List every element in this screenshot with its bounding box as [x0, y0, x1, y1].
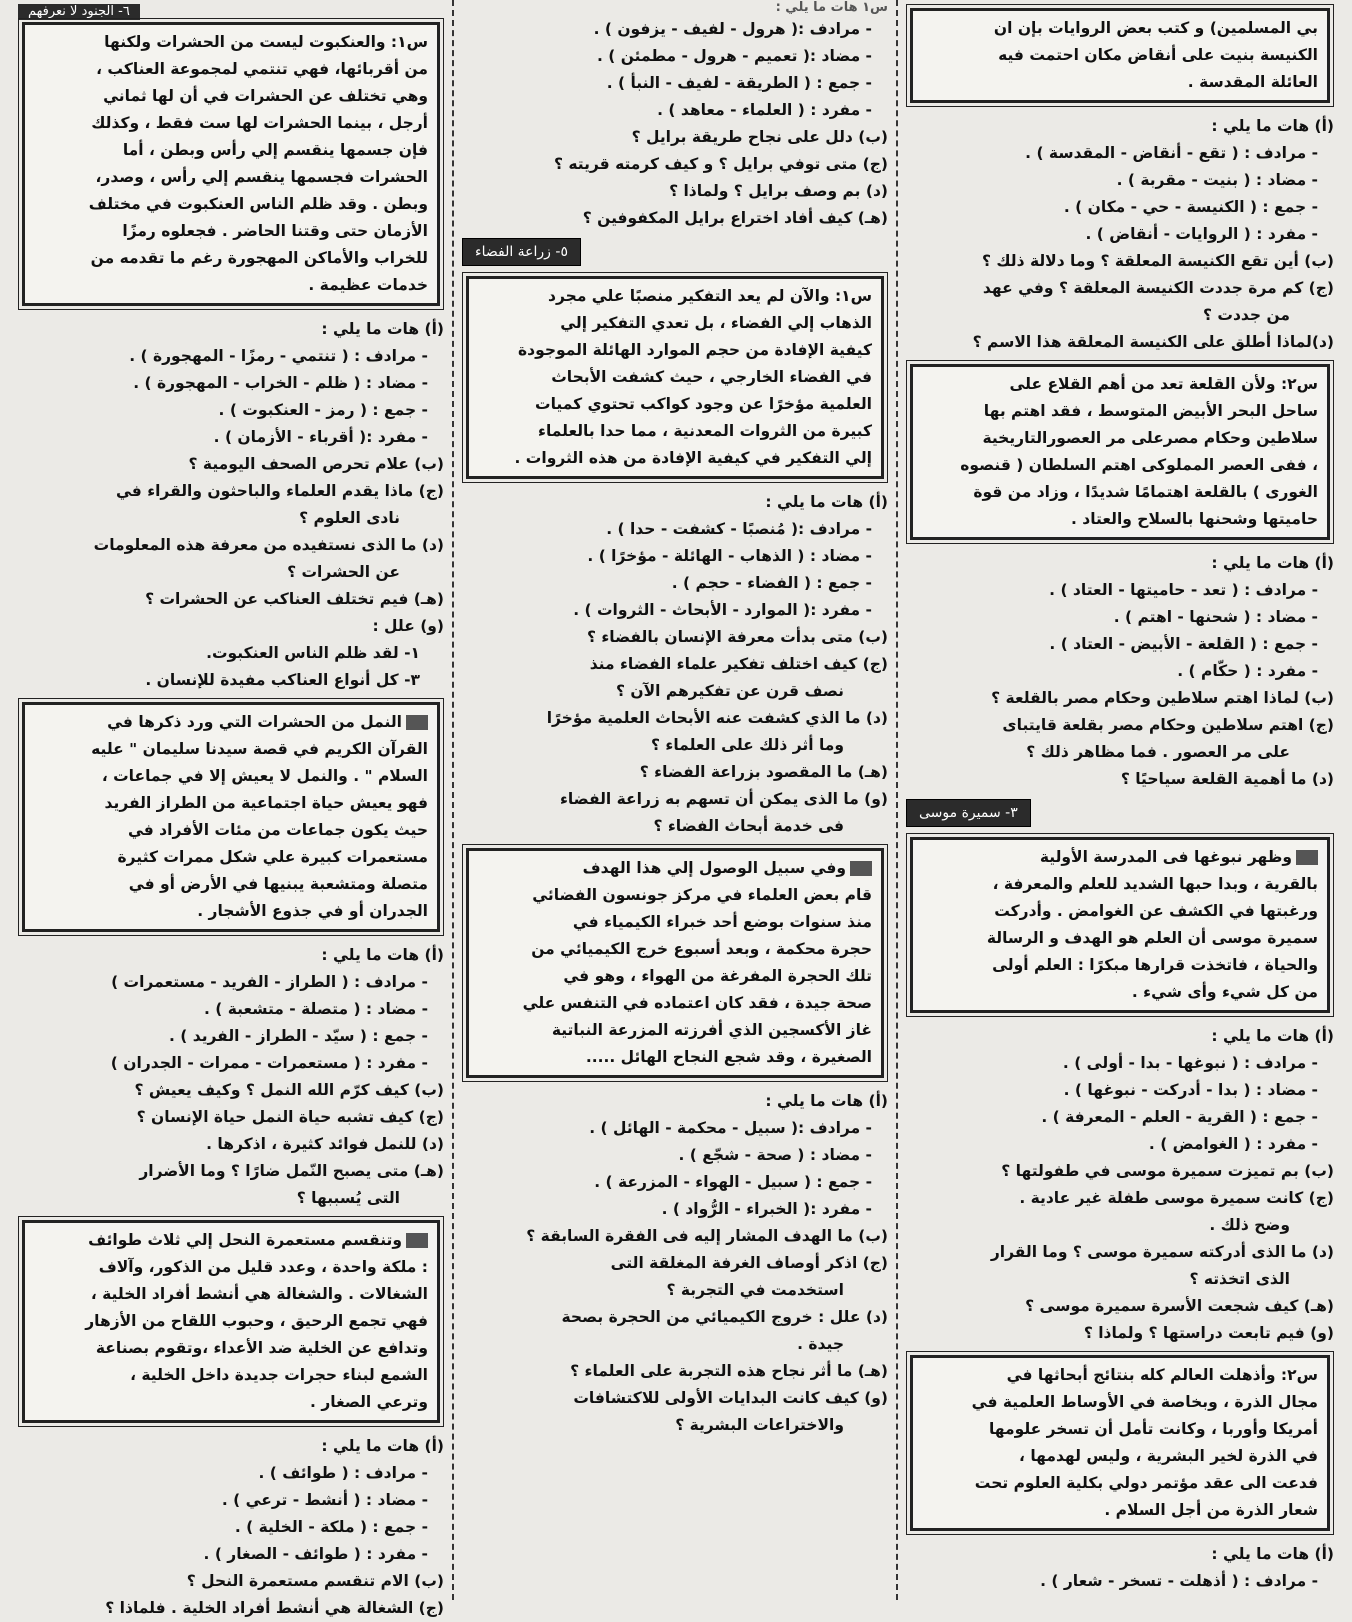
passage-box-johnson-center: [466, 848, 884, 1078]
question-line: الذى اتخذته ؟: [1189, 1270, 1290, 1288]
middle-column: [454, 0, 898, 1600]
question-line: وما أثر ذلك على العلماء ؟: [651, 736, 844, 754]
passage-line: منذ سنوات بوضع أحد خبراء الكيمياء في: [572, 913, 872, 931]
passage-line: سلاطين وحكام مصرعلى مر العصورالتاريخية: [982, 429, 1318, 447]
question-line: (ب) الام تنقسم مستعمرة النحل ؟: [186, 1572, 444, 1590]
passage-box-bees: [22, 1220, 440, 1423]
question-line: (هـ) كيف أفاد اختراع برايل المكفوفين ؟: [582, 209, 888, 227]
passage-line: شعار الذرة من أجل السلام .: [1104, 1501, 1318, 1519]
vocab-line: - مفرد : ( العلماء - معاهد ) .: [657, 101, 872, 119]
vocab-line: - جمع : ( القلعة - الأبيض - العتاد ) .: [1049, 635, 1318, 653]
question-heading: (أ) هات ما يلي :: [1211, 1027, 1334, 1045]
question-line: (ب) كيف كرّم الله النمل ؟ وكيف يعيش ؟: [134, 1081, 444, 1099]
question-line: (ب) متى بدأت معرفة الإنسان بالفضاء ؟: [586, 628, 888, 646]
question-line: ٣- كل أنواع العناكب مفيدة للإنسان .: [145, 671, 420, 689]
question-line: (د) بم وصف برايل ؟ ولماذا ؟: [669, 182, 888, 200]
question-heading: (أ) هات ما يلي :: [765, 493, 888, 511]
vocab-line: - مضاد : ( بدا - أدركت - نبوغها ) .: [1063, 1081, 1318, 1099]
question-line: استخدمت في التجربة ؟: [666, 1281, 844, 1299]
passage-line: متصلة ومتشعبة يبنيها في الأرض أو في: [128, 875, 428, 893]
vocab-line: - جمع : ( ملكة - الخلية ) .: [234, 1518, 428, 1536]
question-line: (ج) كيف تشبه حياة النمل حياة الإنسان ؟: [136, 1108, 444, 1126]
question-line: (هـ) ما أثر نجاح هذه التجربة على العلماء ؟: [570, 1362, 888, 1380]
question-heading: (أ) هات ما يلي :: [1211, 117, 1334, 135]
passage-line: ورغبتها في الكشف عن الغوامض . وأدركت: [994, 902, 1318, 920]
passage-line: س١: والعنكبوت ليست من الحشرات ولكنها: [104, 33, 428, 51]
question-heading: (أ) هات ما يلي :: [321, 320, 444, 338]
passage-line: أرجل ، بينما الحشرات لها ست فقط ، وكذلك: [91, 114, 428, 132]
vocab-line: - مرادف :( سبيل - محكمة - الهائل ) .: [589, 1119, 872, 1137]
passage-line: كبيرة من الثروات المعدنية ، مما حدا بالعلماء: [538, 422, 872, 440]
vocab-line: - مرادف :( هرول - لفيف - يزفون ) .: [593, 20, 872, 38]
question-line: (د) علل : خروج الكيميائي من الحجرة بصحة: [561, 1308, 888, 1326]
vocab-line: - جمع : ( سبيل - الهواء - المزرعة ) .: [594, 1173, 872, 1191]
vocab-line: - مضاد : ( متصلة - متشعبة ) .: [203, 1000, 428, 1018]
passage-line: حاميتها وشحنها بالسلاح والعتاد .: [1071, 510, 1318, 528]
passage-line: غاز الأكسجين الذي أفرزته المزرعة النباتية: [551, 1021, 872, 1039]
passage-box-spider: [22, 22, 440, 306]
passage-line: مستعمرات كبيرة علي شكل ممرات كثيرة: [117, 848, 428, 866]
passage-line: في الذرة لخير البشرية ، وليس لهدمها ،: [1019, 1447, 1318, 1465]
passage-line: الذهاب إلي الفضاء ، بل تعدي التفكير إلي: [560, 314, 872, 332]
question-line: نصف قرن عن تفكيرهم الآن ؟: [615, 682, 844, 700]
vocab-line: - مضاد : ( أنشط - ترعي ) .: [221, 1491, 428, 1509]
vocab-line: - مضاد : ( صحة - شجّع ) .: [678, 1146, 872, 1164]
question-line: ١- لقد ظلم الناس العنكبوت.: [206, 644, 420, 662]
question-line: (ج) متى توفي برايل ؟ و كيف كرمته قريته ؟: [553, 155, 888, 173]
vocab-line: - جمع : ( الطريقة - لفيف - النبأ ) .: [606, 74, 872, 92]
passage-line: فدعت الى عقد مؤتمر دولي بكلية العلوم تحت: [974, 1474, 1318, 1492]
question-line: (ب) علام تحرص الصحف اليومية ؟: [188, 455, 444, 473]
question-line: (ج) اهتم سلاطين وحكام مصر بقلعة قايتباى: [1002, 716, 1334, 734]
question-line: (د) ما أهمية القلعة سياحيًا ؟: [1120, 770, 1334, 788]
question-heading: (أ) هات ما يلي :: [1211, 554, 1334, 572]
vocab-line: - مرادف : ( تنتمي - رمزًا - المهجورة ) .: [129, 347, 428, 365]
section-label-unknown-soldiers: ٦- الجنود لا نعرفهم: [18, 4, 140, 20]
vocab-line: - مفرد :( الموارد - الأبحاث - الثروات ) .: [573, 601, 872, 619]
passage-box-atom: [910, 1355, 1330, 1531]
passage-line: مجال الذرة ، وبخاصة في الأوساط العلمية في: [971, 1393, 1318, 1411]
vocab-line: - مرادف : ( تعد - حاميتها - العتاد ) .: [1049, 581, 1318, 599]
vocab-line: - مفرد : ( الروايات - أنقاض ) .: [1085, 225, 1318, 243]
passage-line: س١: والآن لم يعد التفكير منصبًا علي مجرد: [548, 287, 872, 305]
passage-line: للخراب والأماكن المهجورة رغم ما تقدمه من: [90, 249, 428, 267]
question-heading: (أ) هات ما يلي :: [1211, 1545, 1334, 1563]
question-line: (هـ) ما المقصود بزراعة الفضاء ؟: [639, 763, 888, 781]
question-line: (ب) بم تميزت سميرة موسى في طفولتها ؟: [1001, 1162, 1334, 1180]
passage-line: الكنيسة بنيت على أنقاض مكان احتمت فيه: [998, 46, 1318, 64]
question-heading: (أ) هات ما يلي :: [765, 1092, 888, 1110]
passage-line: القرآن الكريم في قصة سيدنا سليمان " عليه: [91, 740, 428, 758]
vocab-line: - مضاد : ( ظلم - الخراب - المهجورة ) .: [133, 374, 428, 392]
question-line: (ج) اذكر أوصاف الغرفة المغلقة التى: [610, 1254, 888, 1272]
question-line: (ب) ما الهدف المشار إليه فى الفقرة السابقة ؟: [526, 1227, 888, 1245]
passage-line: فهي تجمع الرحيق ، وحبوب اللقاح من الأزهار: [85, 1312, 428, 1330]
question-heading: (أ) هات ما يلي :: [321, 1437, 444, 1455]
passage-line: صحة جيدة ، فقد كان اعتماده في التنفس علي: [522, 994, 872, 1012]
passage-line: وهي تختلف عن الحشرات في أن لها ثماني: [103, 87, 428, 105]
passage-line: أمريكا وأوربا ، وكانت تأمل أن تسخر علومها: [988, 1420, 1318, 1438]
passage-line: الصغيرة ، وقد شجع النجاح الهائل .....: [585, 1048, 872, 1066]
question-line: فى خدمة أبحاث الفضاء ؟: [653, 817, 844, 835]
vocab-line: - جمع : ( الكنيسة - حي - مكان ) .: [1063, 198, 1318, 216]
passage-line: قام بعض العلماء في مركز جونسون الفضائي: [532, 886, 872, 904]
question-line: نادى العلوم ؟: [299, 509, 400, 527]
passage-line: والحياة ، فاتخذت قرارها مبكرًا : العلم أولى: [992, 956, 1318, 974]
passage-line: من أقربائها، فهي تنتمي لمجموعة العناكب ،: [96, 60, 428, 78]
passage-line: وترعي الصغار .: [310, 1393, 428, 1411]
passage-line: وظهر نبوغها فى المدرسة الأولية: [1039, 848, 1292, 866]
vocab-line: - مضاد : ( بنيت - مقربة ) .: [1116, 171, 1318, 189]
section-label-samira-moussa: ٣- سميرة موسى: [906, 799, 1031, 827]
passage-box-church: [910, 8, 1330, 103]
question-line: (و) ما الذى يمكن أن تسهم به زراعة الفضاء: [559, 790, 888, 808]
vocab-line: - مرادف : ( طوائف ) .: [258, 1464, 428, 1482]
question-line: (د)لماذا أطلق على الكنيسة المعلقة هذا الاسم ؟: [972, 333, 1334, 351]
passage-line: الحشرات فجسمها ينقسم إلي رأس ، وصدر،: [95, 168, 428, 186]
passage-line: العلمية مؤخرًا عن وجود كواكب تحتوي كميات: [535, 395, 872, 413]
vocab-line: - مفرد : ( الغوامض ) .: [1148, 1135, 1318, 1153]
question-line: (ب) لماذا اهتم سلاطين وحكام مصر بالقلعة ؟: [991, 689, 1334, 707]
question-line: (ب) أين تقع الكنيسة المعلقة ؟ وما دلالة ذلك ؟: [981, 252, 1334, 270]
bullet-mark: [1296, 850, 1318, 865]
question-line: التى يُسببها ؟: [296, 1189, 400, 1207]
passage-line: : ملكة واحدة ، وعدد قليل من الذكور، وآلاف: [98, 1258, 428, 1276]
question-line: (د) ما الذى أدركته سميرة موسى ؟ وما القرار: [990, 1243, 1334, 1261]
vocab-line: - جمع : ( رمز - العنكبوت ) .: [218, 401, 428, 419]
vocab-line: - مفرد : ( مستعمرات - ممرات - الجدران ): [110, 1054, 428, 1072]
question-line: (ج) الشغالة هي أنشط أفراد الخلية . فلماذا ؟: [105, 1599, 444, 1617]
question-line: (د) ما الذي كشفت عنه الأبحاث العلمية مؤخرًا: [546, 709, 888, 727]
bullet-mark: [850, 861, 872, 876]
vocab-line: - مفرد :( أقرباء - الأزمان ) .: [213, 428, 428, 446]
question-line: (و) علل :: [372, 617, 444, 635]
vocab-line: - جمع : ( الفضاء - حجم ) .: [671, 574, 872, 592]
vocab-line: - مضاد : ( الذهاب - الهائلة - مؤخرًا ) .: [587, 547, 872, 565]
bullet-mark: [406, 715, 428, 730]
passage-line: من كل شيء وأى شيء .: [1131, 983, 1318, 1001]
passage-line: س٢: وأذهلت العالم كله بنتائج أبحاثها في: [1006, 1366, 1318, 1384]
passage-line: ساحل البحر الأبيض المتوسط ، فقد اهتم بها: [983, 402, 1318, 420]
passage-line: وتدافع عن الخلية ضد الأعداء ،وتقوم بصناعة: [95, 1339, 428, 1357]
bullet-mark: [406, 1233, 428, 1248]
passage-line: بالقرية ، وبدا حبها الشديد للعلم والمعرفة ،: [992, 875, 1318, 893]
vocab-line: - مرادف : ( أذهلت - تسخر - شعار ) .: [1040, 1572, 1318, 1590]
question-line: (ج) كم مرة جددت الكنيسة المعلقة ؟ وفي عهد: [982, 279, 1334, 297]
passage-line: وبطن . وقد ظلم الناس العنكبوت في مختلف: [88, 195, 428, 213]
question-line: من جددت ؟: [1203, 306, 1290, 324]
passage-box-ants: [22, 702, 440, 932]
passage-line: بي المسلمين) و كتب بعض الروايات بإن ان: [993, 19, 1318, 37]
question-line: على مر العصور . فما مظاهر ذلك ؟: [1026, 743, 1290, 761]
vocab-line: - مرادف :( مُنصبًا - كشفت - حدا ) .: [606, 520, 872, 538]
passage-line: العائلة المقدسة .: [1187, 73, 1318, 91]
passage-line: خدمات عظيمة .: [308, 276, 428, 294]
question-line: (هـ) فيم تختلف العناكب عن الحشرات ؟: [145, 590, 444, 608]
passage-line: السلام " . والنمل لا يعيش إلا في جماعات ،: [101, 767, 428, 785]
passage-line: فهو يعيش حياة اجتماعية من الطراز الفريد: [104, 794, 428, 812]
left-column: [10, 0, 454, 1617]
question-line: وضح ذلك .: [1209, 1216, 1290, 1234]
passage-line: إلي التفكير في كيفية الإفادة من هذه الثروات .: [514, 449, 872, 467]
question-line: (ج) ماذا يقدم العلماء والباحثون والقراء في: [115, 482, 444, 500]
passage-box-citadel: [910, 364, 1330, 540]
question-line: (ج) كيف اختلف تفكير علماء الفضاء منذ: [589, 655, 888, 673]
passage-line: كيفية الإفادة من حجم الموارد الهائلة الموجودة: [518, 341, 872, 359]
passage-line: سميرة موسى أن العلم هو الهدف و الرسالة: [986, 929, 1318, 947]
passage-line: وتنقسم مستعمرة النحل إلي ثلاث طوائف: [88, 1231, 402, 1249]
passage-line: ، ففى العصر المملوكى اهتم السلطان ( قنصوه: [960, 456, 1318, 474]
question-line: (و) فيم تابعت دراستها ؟ ولماذا ؟: [1083, 1324, 1334, 1342]
question-line: (ج) كانت سميرة موسى طفلة غير عادية .: [1019, 1189, 1334, 1207]
passage-line: الجدران أو في جذوع الأشجار .: [197, 902, 428, 920]
passage-line: الأزمان حتى وقتنا الحاضر . فجعلوه رمزًا: [122, 222, 428, 240]
question-line: (هـ) كيف شجعت الأسرة سميرة موسى ؟: [1025, 1297, 1334, 1315]
vocab-line: - مضاد : ( شحنها - اهتم ) .: [1113, 608, 1318, 626]
passage-line: الشغالات . والشغالة هي أنشط أفراد الخلية ،: [90, 1285, 428, 1303]
vocab-line: - مرادف : ( نبوغها - بدا - أولى ) .: [1062, 1054, 1318, 1072]
passage-line: الشمع لبناء حجرات جديدة داخل الخلية ،: [130, 1366, 428, 1384]
question-line: (هـ) متى يصبح النّمل ضارًا ؟ وما الأضرار: [139, 1162, 444, 1180]
passage-line: وفي سبيل الوصول إلي هذا الهدف: [582, 859, 846, 877]
vocab-line: - مرادف : ( الطراز - الفريد - مستعمرات ): [111, 973, 428, 991]
vocab-line: - مفرد : ( حكّام ) .: [1177, 662, 1318, 680]
passage-box-samira: [910, 837, 1330, 1013]
passage-line: فإن جسمها ينقسم إلي رأس وبطن ، أما: [122, 141, 428, 159]
passage-line: النمل من الحشرات التي ورد ذكرها في: [107, 713, 402, 731]
passage-line: حيث يكون جماعات من مئات الأفراد في: [127, 821, 428, 839]
vocab-line: - مضاد :( تعميم - هرول - مطمئن ) .: [596, 47, 872, 65]
question-line: عن الحشرات ؟: [287, 563, 400, 581]
vocab-line: - جمع : ( القرية - العلم - المعرفة ) .: [1041, 1108, 1318, 1126]
question-line: (د) ما الذى نستفيده من معرفة هذه المعلومات: [93, 536, 444, 554]
passage-line: في الفضاء الخارجي ، حيث كشفت الأبحاث: [551, 368, 872, 386]
vocab-line: - مرادف : ( تقع - أنقاض - المقدسة ) .: [1025, 144, 1318, 162]
passage-line: س٢: ولأن القلعة تعد من أهم القلاع على: [1009, 375, 1318, 393]
question-line: والاختراعات البشرية ؟: [675, 1416, 844, 1434]
question-line: (ب) دلل على نجاح طريقة برايل ؟: [631, 128, 888, 146]
passage-line: تلك الحجرة المفرغة من الهواء ، وهو في: [563, 967, 872, 985]
passage-box-space: [466, 276, 884, 479]
passage-line: حجرة محكمة ، وبعد أسبوع خرج الكيميائي من: [531, 940, 872, 958]
question-heading: (أ) هات ما يلي :: [321, 946, 444, 964]
vocab-line: - مفرد : ( طوائف - الصغار ) .: [203, 1545, 428, 1563]
question-line: (و) كيف كانت البدايات الأولى للاكتشافات: [573, 1389, 888, 1407]
vocab-line: - جمع : ( سيّد - الطراز - الفريد ) .: [168, 1027, 428, 1045]
passage-line: الغورى ) بالقلعة اهتمامًا شديدًا ، وزاد من قوة: [973, 483, 1318, 501]
section-label-space-farming: ٥- زراعة الفضاء: [462, 238, 581, 266]
partial-top-line: س١ هات ما يلي :: [775, 0, 888, 15]
right-column: [898, 0, 1342, 1600]
question-line: (د) للنمل فوائد كثيرة ، اذكرها .: [206, 1135, 444, 1153]
question-line: جيدة .: [797, 1335, 844, 1353]
vocab-line: - مفرد :( الخبراء - الرُّواد ) .: [661, 1200, 872, 1218]
